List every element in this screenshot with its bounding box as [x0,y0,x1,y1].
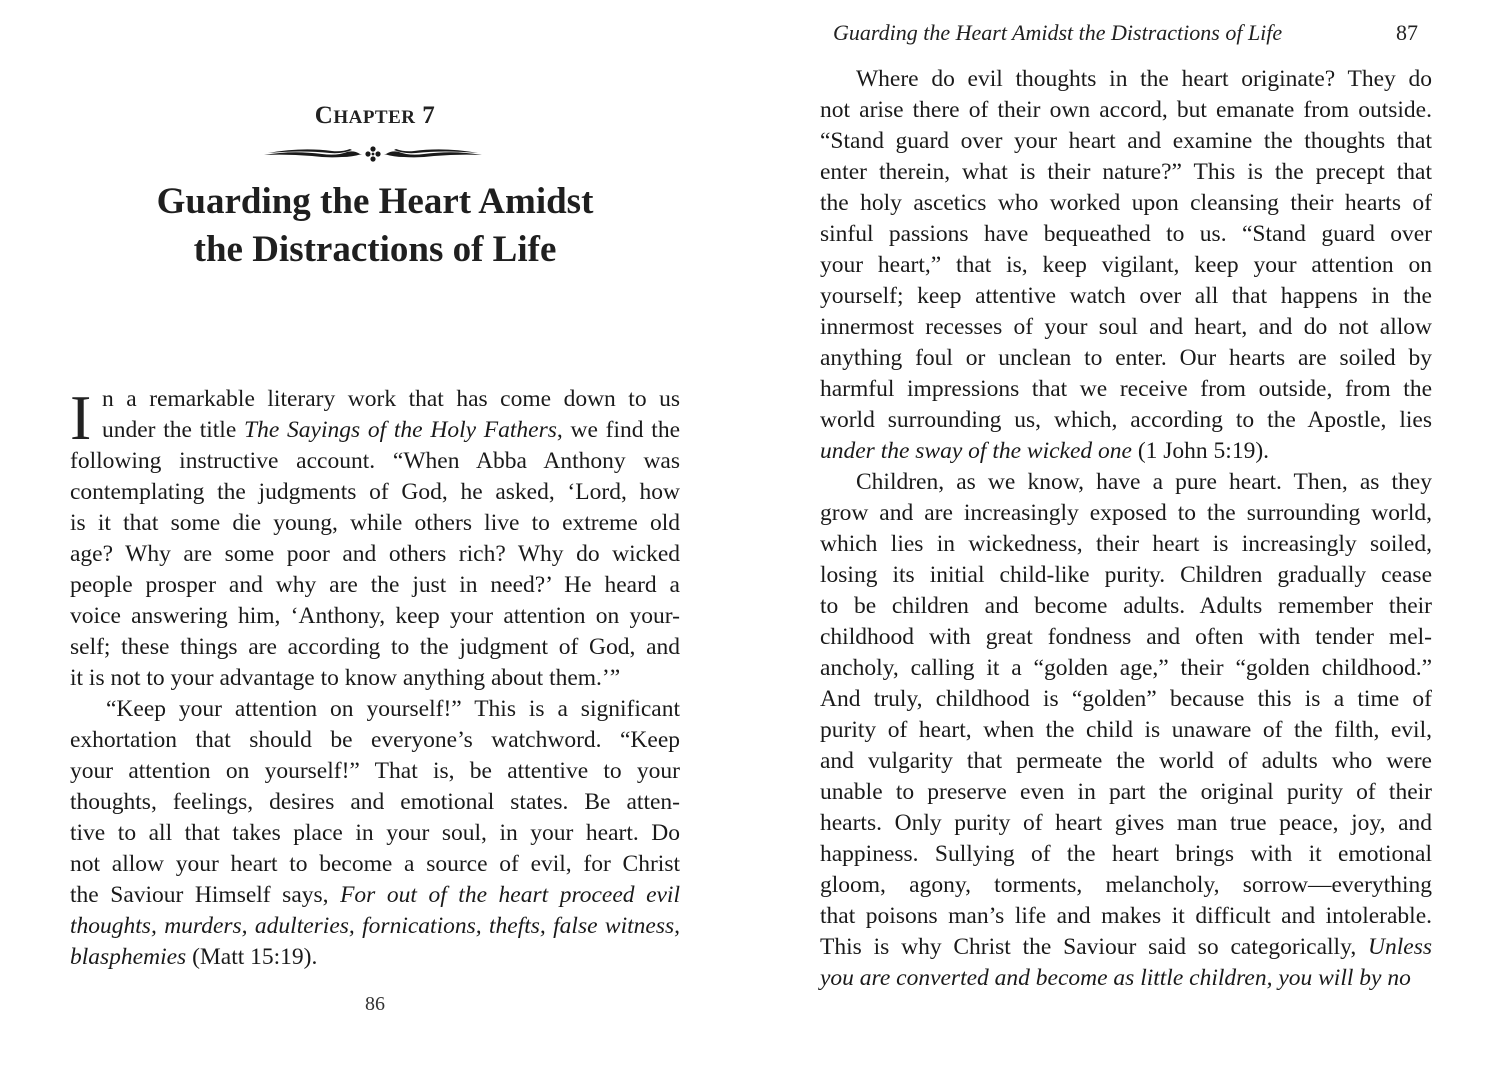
text-segment: thoughts, feelings, desires and emotional states. Be atten- [70,789,680,815]
paragraph [820,467,1432,994]
chapter-number: 7 [422,102,436,129]
text-segment: enter therein, what is their nature?” This is the precept that [820,159,1432,185]
drop-cap: I [70,382,92,453]
text-segment: not allow your heart to become a source of evil, for Christ [70,851,680,877]
text-segment: contemplating the judgments of God, he asked, ‘Lord, how [70,479,680,505]
chapter-title-line: the Distractions of Life [193,229,557,270]
text-segment: This is why Christ the Saviour said so categorically, [820,934,1369,960]
text-line [820,405,1432,436]
text-segment: world surrounding us, which, according to the Apostle, lies [820,407,1432,433]
text-segment: under the title [102,417,245,443]
italic-text: For out of the heart proceed evil [340,882,680,908]
text-line [70,570,680,601]
text-line [820,560,1432,591]
right-page [750,0,1500,1068]
text-line [70,632,680,663]
text-line [70,725,680,756]
left-body-text [70,384,680,973]
text-line [820,653,1432,684]
chapter-label-rest: HAPTER [333,107,416,128]
text-line [820,374,1432,405]
chapter-label-first: C [314,102,334,129]
text-segment: gloom, agony, torments, melancholy, sorrow—everything [820,872,1432,898]
text-segment: happiness. Sullying of the heart brings with it emotional [820,841,1432,867]
page-number-right: 87 [1396,20,1418,45]
text-segment: Children, as we know, have a pure heart. Then, as they [856,469,1432,495]
text-line [820,870,1432,901]
italic-text: The Sayings of the Holy Fathers [244,417,557,443]
text-line [820,746,1432,777]
text-line [70,446,680,477]
text-line [70,477,680,508]
text-segment: “Stand guard over your heart and examine the thoughts that [820,128,1432,154]
chapter-label [0,102,750,130]
text-line [820,901,1432,932]
text-segment: unable to preserve even in part the original purity of their [820,779,1432,805]
text-segment: is it that some die young, while others live to extreme old [70,510,680,536]
text-line [820,312,1432,343]
text-line [820,591,1432,622]
ornament-flourish-icon [262,142,484,166]
text-segment: (1 John 5:19). [1131,438,1270,464]
text-segment: yourself; keep attentive watch over all that happens in the [820,283,1432,309]
text-line [820,498,1432,529]
running-head: Guarding the Heart Amidst the Distractions of Life [833,20,1283,45]
text-line [820,808,1432,839]
text-line [70,787,680,818]
text-line [820,529,1432,560]
italic-text: under the sway of the wicked one [820,438,1132,464]
italic-text: Unless [1368,934,1432,960]
text-segment: that poisons man’s life and makes it difficult and intolerable. [820,903,1432,929]
text-segment: it is not to your advantage to know anything about them.’” [70,665,621,691]
text-segment: age? Why are some poor and others rich? Why do wicked [70,541,680,567]
text-line [70,601,680,632]
text-segment: harmful impressions that we receive from outside, from the [820,376,1432,402]
paragraph [70,694,680,973]
text-line [820,95,1432,126]
italic-text: thoughts, murders, adulteries, fornications, thefts, false witness, [70,913,680,939]
italic-text: you are converted and become as little children, you will by no [820,965,1411,991]
text-line [70,756,680,787]
text-line [820,622,1432,653]
right-paragraphs [820,64,1432,994]
text-segment: innermost recesses of your soul and heart, and do not allow [820,314,1432,340]
text-line [820,64,1432,95]
text-segment: And truly, childhood is “golden” because this is a time of [820,686,1432,712]
text-line [70,539,680,570]
text-segment: ancholy, calling it a “golden age,” their “golden childhood.” [820,655,1432,681]
text-segment: following instructive account. “When Abba Anthony was [70,448,680,474]
text-segment: people prosper and why are the just in need?’ He heard a [70,572,680,598]
text-segment: and vulgarity that permeate the world of adults who were [820,748,1432,774]
text-segment: which lies in wickedness, their heart is increasingly soiled, [820,531,1432,557]
text-segment: hearts. Only purity of heart gives man true peace, joy, and [820,810,1432,836]
text-line [70,663,680,694]
text-segment: losing its initial child-like purity. Children gradually cease [820,562,1432,588]
page-number-left: 86 [365,993,385,1015]
text-segment: (Matt 15:19). [186,944,318,970]
text-line [820,467,1432,498]
chapter-title-line: Guarding the Heart Amidst [156,181,594,222]
text-segment: not arise there of their own accord, but emanate from outside. [820,97,1432,123]
right-body-text [820,64,1432,994]
text-segment: , we find the [556,417,680,443]
text-segment: n a remarkable literary work that has come down to us [102,386,680,412]
chapter-title [0,178,750,274]
text-segment: exhortation that should be everyone’s watchword. “Keep [70,727,680,753]
text-segment: sinful passions have bequeathed to us. “Stand guard over [820,221,1432,247]
text-line [70,849,680,880]
text-line [820,188,1432,219]
text-segment: purity of heart, when the child is unaware of the filth, evil, [820,717,1432,743]
text-line [820,157,1432,188]
text-line [70,384,680,415]
text-line [820,219,1432,250]
text-segment: your heart,” that is, keep vigilant, keep your attention on [820,252,1432,278]
text-segment: voice answering him, ‘Anthony, keep your attention on your- [70,603,680,629]
text-line [820,250,1432,281]
text-line [70,880,680,911]
text-segment: anything foul or unclean to enter. Our hearts are soiled by [820,345,1432,371]
text-line [70,694,680,725]
paragraph [70,384,680,694]
text-segment: grow and are increasingly exposed to the surrounding world, [820,500,1432,526]
text-line [70,415,680,446]
text-line [70,818,680,849]
paragraph [820,64,1432,467]
text-segment: self; these things are according to the judgment of God, and [70,634,680,660]
text-segment: your attention on yourself!” That is, be attentive to your [70,758,680,784]
text-segment: the holy ascetics who worked upon cleansing their hearts of [820,190,1432,216]
text-line [820,932,1432,963]
text-segment: childhood with great fondness and often with tender mel- [820,624,1432,650]
text-line [820,963,1432,994]
text-segment: tive to all that takes place in your soul, in your heart. Do [70,820,680,846]
text-line [820,343,1432,374]
text-line [820,281,1432,312]
text-segment: the Saviour Himself says, [70,882,341,908]
text-line [820,839,1432,870]
text-line [820,684,1432,715]
text-line [820,436,1432,467]
text-segment: Where do evil thoughts in the heart originate? They do [856,66,1432,92]
italic-text: blasphemies [70,944,187,970]
text-line [820,126,1432,157]
text-line [820,777,1432,808]
text-segment: to be children and become adults. Adults remember their [820,593,1432,619]
text-line [70,508,680,539]
text-line [820,715,1432,746]
text-segment: “Keep your attention on yourself!” This is a significant [106,696,680,722]
left-paragraphs [70,384,680,973]
text-line [70,942,680,973]
text-line [70,911,680,942]
